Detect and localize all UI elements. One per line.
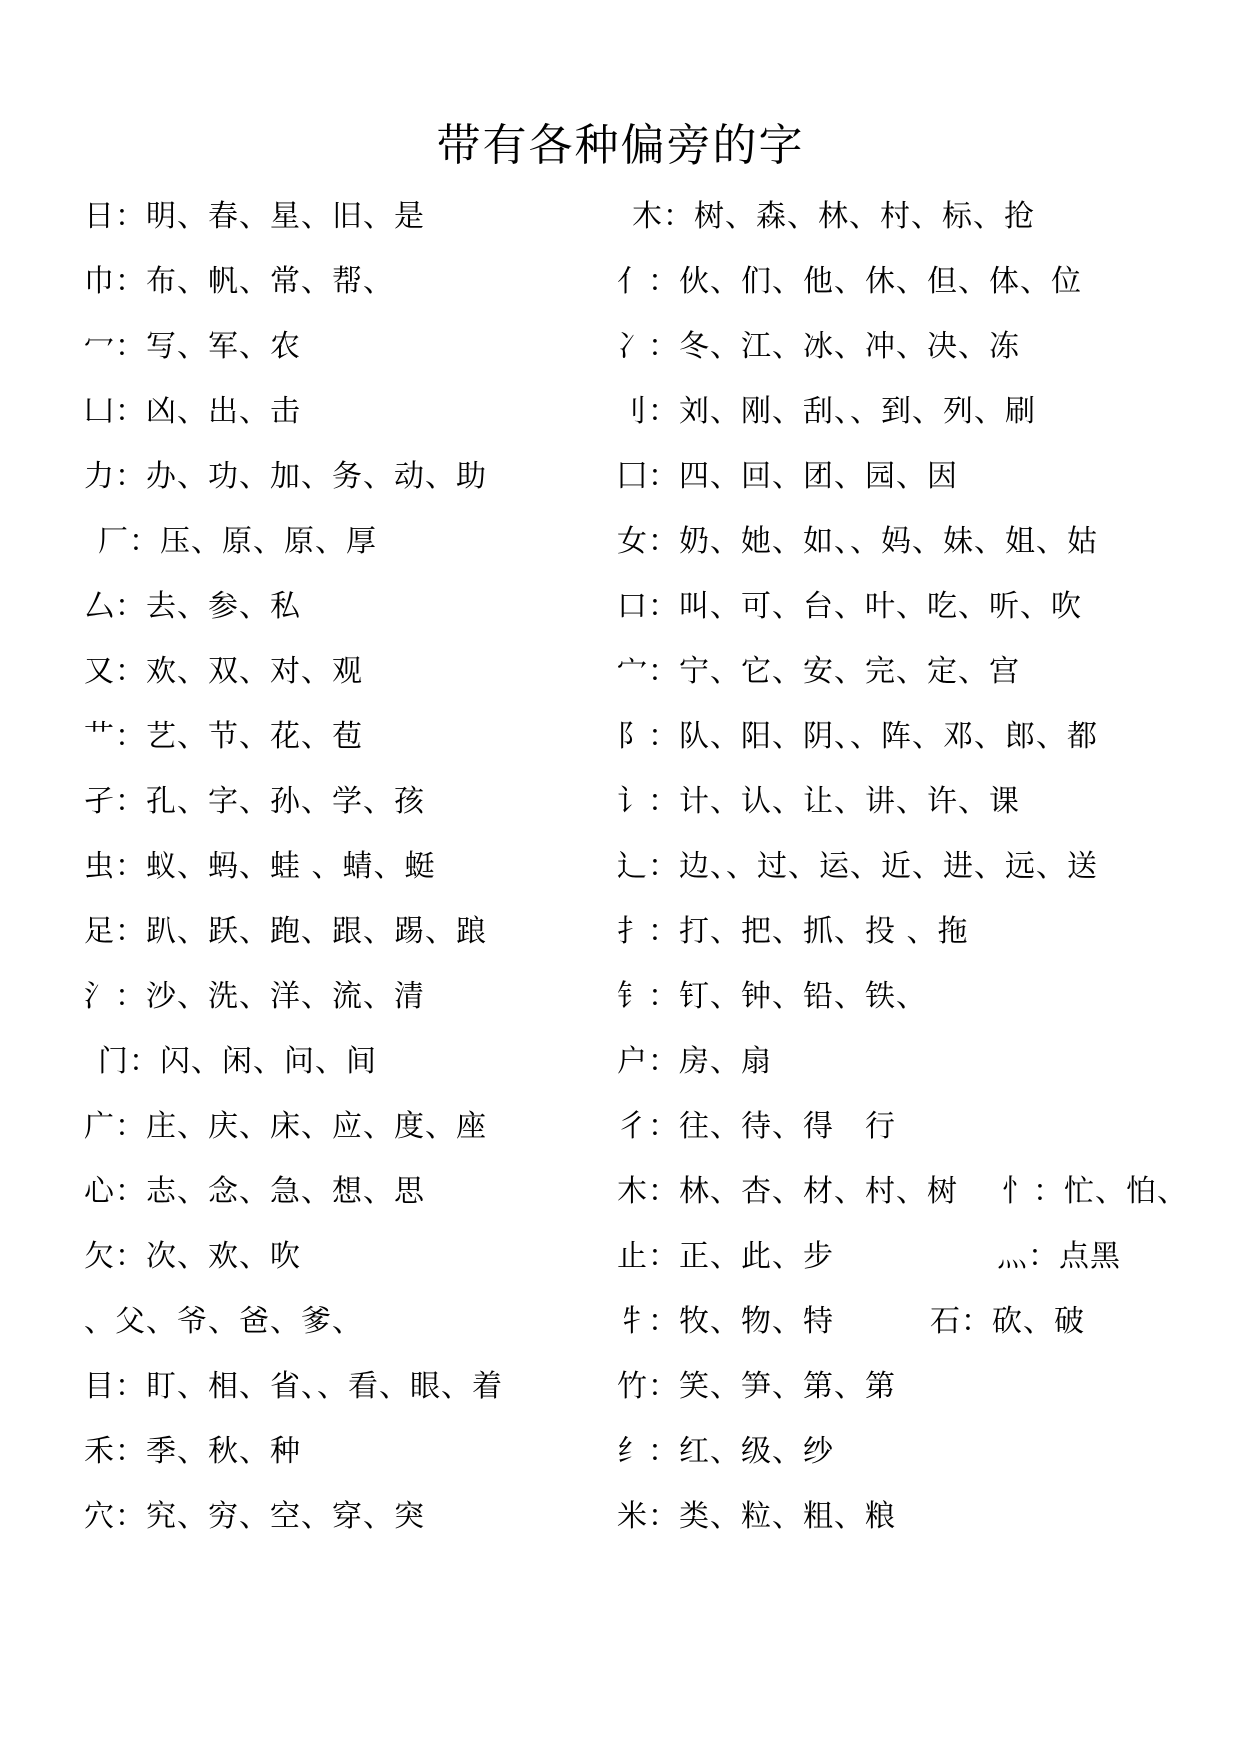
left-line-10: 孑：孔、字、孙、学、孩	[84, 784, 425, 819]
left-line-12: 足：趴、跃、跑、跟、踢、踉	[84, 914, 487, 949]
right-line-11: 辶：边、、过、运、近、进、远、送	[617, 849, 1098, 884]
right-line-13: 钅：钉、钟、铅、铁、	[617, 979, 927, 1014]
right-line-20: 纟：红、级、纱	[617, 1434, 834, 1469]
left-line-3: 冖：写、军、农	[84, 329, 301, 364]
left-line-9: 艹：艺、节、花、苞	[84, 719, 363, 754]
left-line-18: 、父、爷、爸、爹、	[84, 1304, 363, 1339]
left-line-15: 广：庄、庆、床、应、度、座	[84, 1109, 487, 1144]
left-line-4: 凵：凶、出、击	[84, 394, 301, 429]
right-line-14: 户：房、扇	[617, 1044, 772, 1079]
left-line-17: 欠：次、欢、吹	[84, 1239, 301, 1274]
left-line-13: 氵：沙、洗、洋、流、清	[84, 979, 425, 1014]
right-line-5: 囗：四、回、团、园、因	[617, 459, 958, 494]
right-line-2: 亻：伙、们、他、休、但、体、位	[617, 264, 1082, 299]
right-line-8: 宀：宁、它、安、完、定、宫	[617, 654, 1020, 689]
right-line-15: 彳：往、待、得 行	[617, 1109, 896, 1144]
extra-stone: 石：砍、破	[930, 1304, 1085, 1339]
right-line-4: 刂：刘、刚、刮、、到、列、刷	[617, 394, 1036, 429]
right-line-18: 牜：牧、物、特	[617, 1304, 834, 1339]
left-line-5: 力：办、功、加、务、动、助	[84, 459, 487, 494]
right-line-7: 口：叫、可、台、叶、吃、听、吹	[617, 589, 1082, 624]
right-line-16: 木：林、杏、材、村、树	[617, 1174, 958, 1209]
right-line-3: 冫：冬、江、冰、冲、决、冻	[617, 329, 1020, 364]
left-line-11: 虫：蚁、蚂、蛙 、蜻、蜓	[84, 849, 436, 884]
left-line-21: 穴：究、穷、空、穿、突	[84, 1499, 425, 1534]
left-line-20: 禾：季、秋、种	[84, 1434, 301, 1469]
right-line-1: 木：树、森、林、村、标、抢	[632, 199, 1035, 234]
left-line-6: 厂：压、原、原、厚	[98, 524, 377, 559]
right-line-10: 讠：计、认、让、讲、许、课	[617, 784, 1020, 819]
left-line-14: 门：闪、闲、问、间	[98, 1044, 377, 1079]
left-line-19: 目：盯、相、省、、看、眼、着	[84, 1369, 503, 1404]
right-line-12: 扌：打、把、抓、投 、拖	[617, 914, 969, 949]
right-line-21: 米：类、粒、粗、粮	[617, 1499, 896, 1534]
extra-fire-dots: 灬：点黑	[997, 1239, 1121, 1274]
left-line-1: 日：明、春、星、旧、是	[84, 199, 425, 234]
left-line-7: 厶：去、参、私	[84, 589, 301, 624]
right-line-6: 女：奶、她、如、、妈、妹、姐、姑	[617, 524, 1098, 559]
right-line-9: 阝：队、阳、阴、、阵、邓、郎、都	[617, 719, 1098, 754]
extra-heart-radical: 忄：忙、怕、	[1002, 1174, 1188, 1209]
right-line-17: 止：正、此、步	[617, 1239, 834, 1274]
right-line-19: 竹：笑、笋、第、第	[617, 1369, 896, 1404]
left-line-16: 心：志、念、急、想、思	[84, 1174, 425, 1209]
left-line-8: 又：欢、双、对、观	[84, 654, 363, 689]
page-title: 带有各种偏旁的字	[436, 120, 805, 171]
left-line-2: 巾：布、帆、常、帮、	[84, 264, 394, 299]
